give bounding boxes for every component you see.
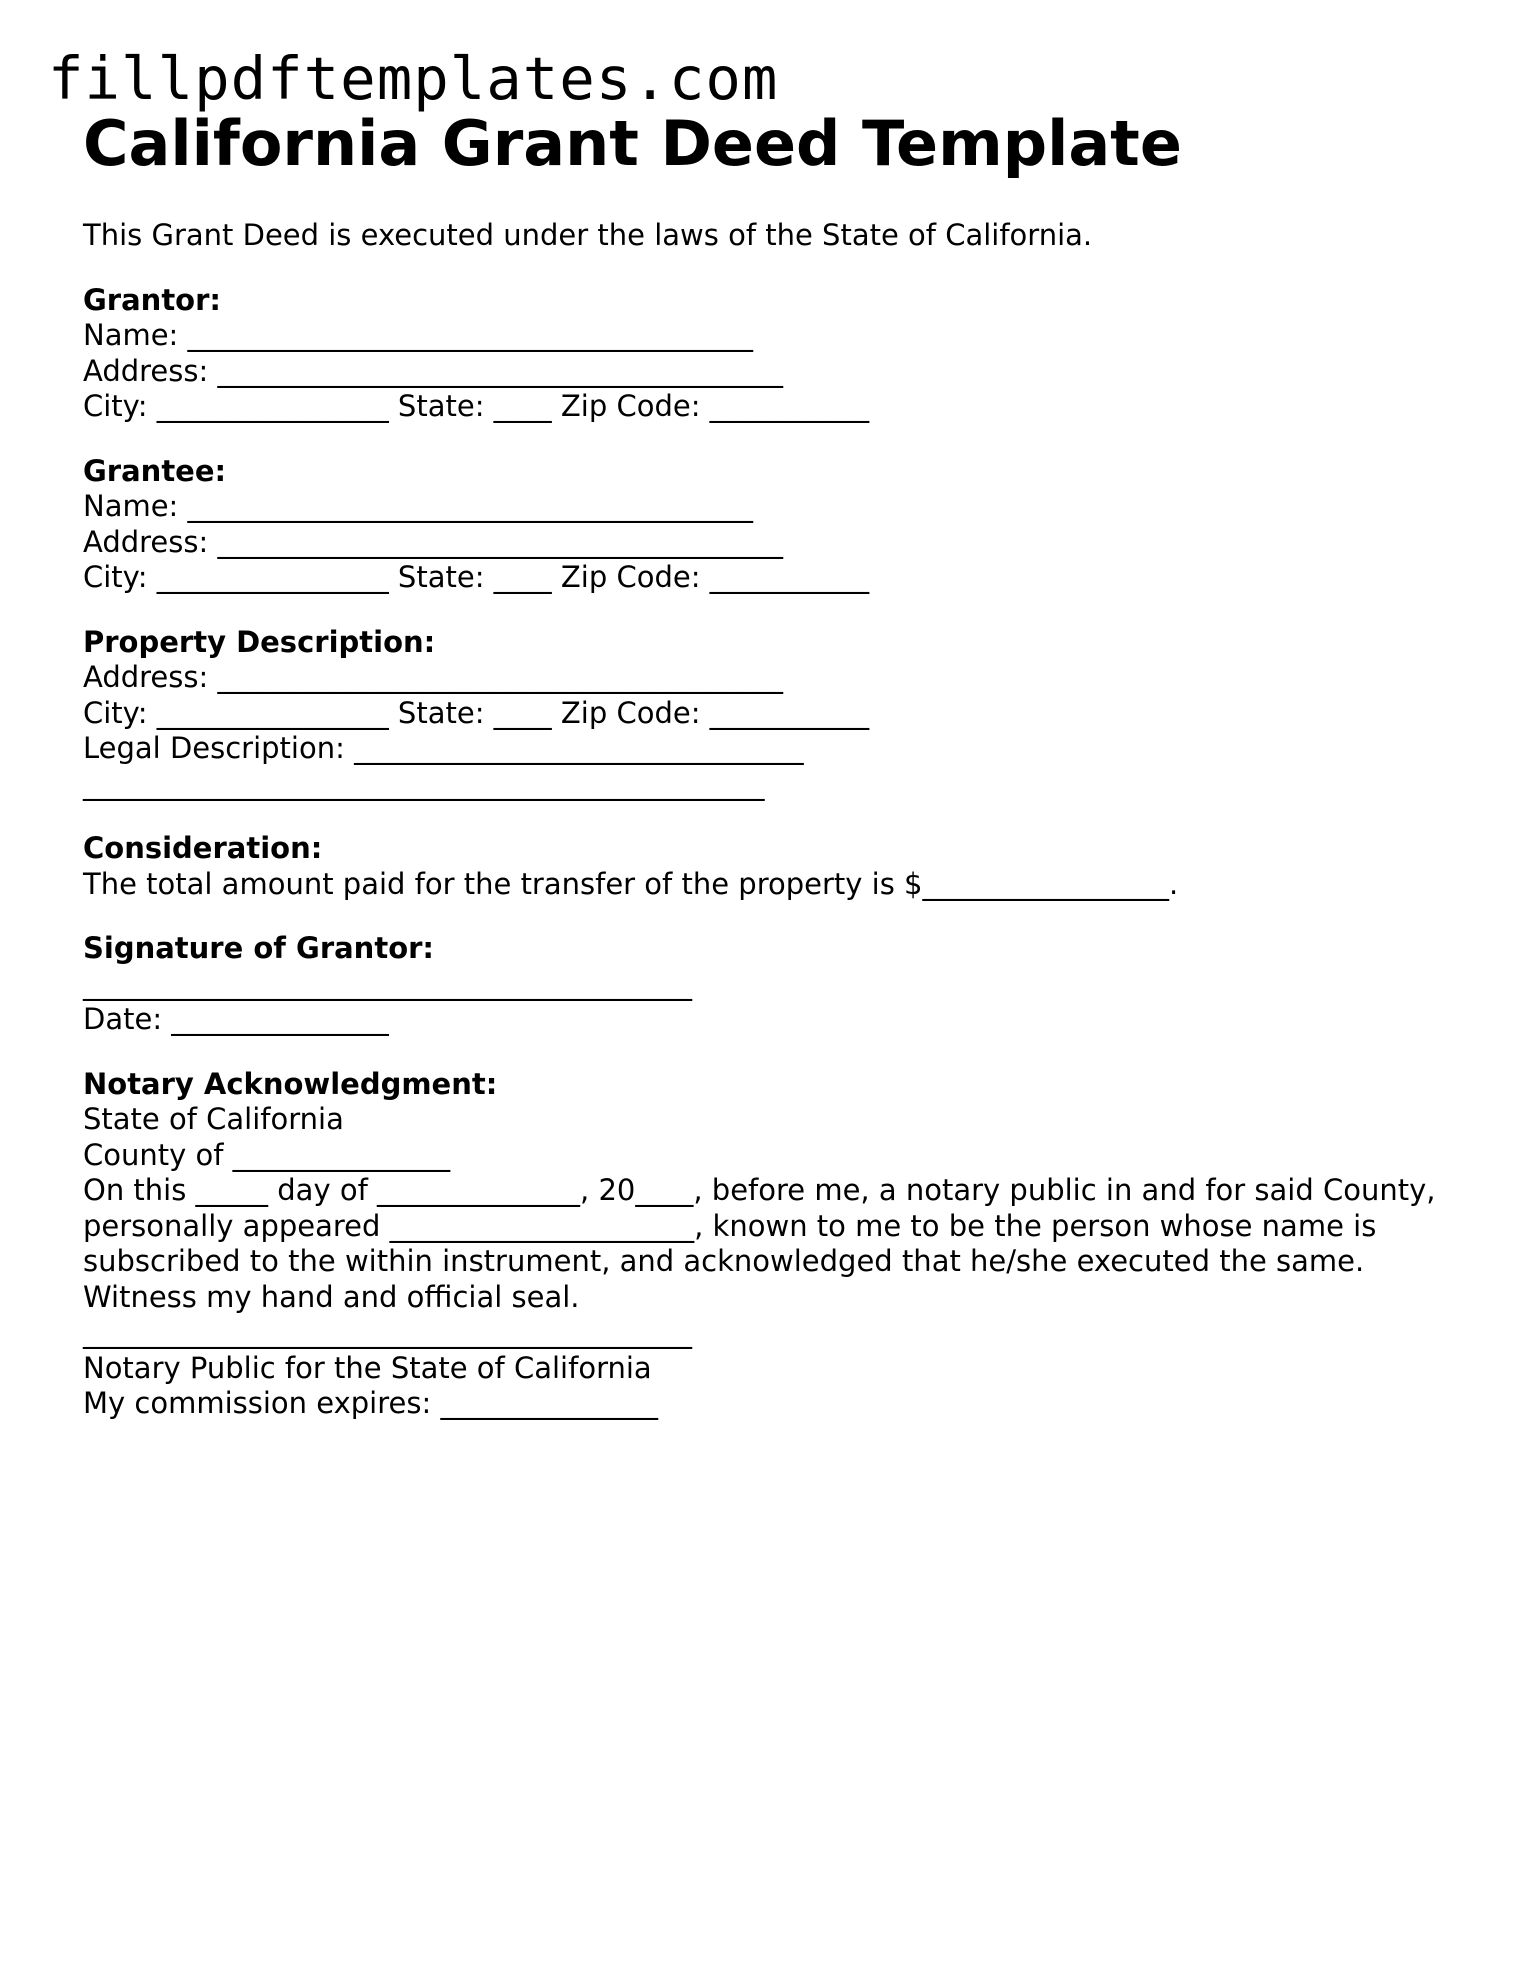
signature-heading: Signature of Grantor: bbox=[83, 931, 435, 965]
notary-witness-text: Witness my hand and official seal. bbox=[83, 1279, 580, 1314]
page-title: California Grant Deed Template bbox=[83, 107, 1182, 180]
watermark: fillpdftemplates.com bbox=[48, 44, 779, 113]
grantee-section bbox=[83, 454, 1463, 596]
notary-county-field[interactable]: County of _______________ bbox=[83, 1137, 451, 1172]
document-body bbox=[83, 218, 1463, 1451]
signature-date-field[interactable]: Date: _______________ bbox=[83, 1002, 389, 1036]
grantee-name-field[interactable]: Name: _______________________________________ bbox=[83, 489, 754, 523]
grantor-section bbox=[83, 283, 1463, 425]
grantor-city-state-zip-field[interactable]: City: ________________ State: ____ Zip Code: ___________ bbox=[83, 389, 870, 423]
property-section bbox=[83, 625, 1463, 803]
grantor-address-field[interactable]: Address: _______________________________________ bbox=[83, 353, 783, 388]
property-address-field[interactable]: Address: _______________________________________ bbox=[83, 660, 783, 694]
grantor-heading: Grantor: bbox=[83, 282, 222, 317]
notary-signature-field[interactable]: __________________________________________ bbox=[83, 1315, 692, 1349]
notary-public-text: Notary Public for the State of California bbox=[83, 1350, 652, 1385]
notary-heading: Notary Acknowledgment: bbox=[83, 1066, 498, 1101]
grantee-address-field[interactable]: Address: _______________________________________ bbox=[83, 524, 783, 559]
signature-section bbox=[83, 931, 1463, 1038]
legal-description-field[interactable]: Legal Description: _______________________________ bbox=[83, 731, 804, 765]
notary-section bbox=[83, 1067, 1463, 1422]
property-heading: Property Description: bbox=[83, 624, 436, 659]
property-city-state-zip-field[interactable]: City: ________________ State: ____ Zip Code: ___________ bbox=[83, 695, 870, 730]
consideration-section bbox=[83, 831, 1463, 902]
consideration-amount-field[interactable]: The total amount paid for the transfer of the property is $_________________. bbox=[83, 866, 1179, 901]
grantor-name-field[interactable]: Name: _______________________________________ bbox=[83, 318, 754, 352]
legal-description-continuation-field[interactable]: _______________________________________________ bbox=[83, 766, 765, 801]
commission-expires-field[interactable]: My commission expires: _______________ bbox=[83, 1386, 658, 1420]
grantor-signature-field[interactable]: __________________________________________ bbox=[83, 966, 692, 1001]
notary-state-text: State of California bbox=[83, 1102, 344, 1136]
grantee-heading: Grantee: bbox=[83, 453, 227, 488]
intro-text: This Grant Deed is executed under the laws of the State of California. bbox=[83, 218, 1093, 252]
consideration-heading: Consideration: bbox=[83, 831, 323, 865]
grantee-city-state-zip-field[interactable]: City: ________________ State: ____ Zip Code: ___________ bbox=[83, 560, 870, 594]
notary-acknowledgment-paragraph[interactable]: On this _____ day of ______________, 20____, before me, a notary public in and for said County, personally appeared _____________________, known to me to be the person whose name is subscribed to the within instrument, and acknowledged that he/she executed the same. bbox=[83, 1173, 1436, 1278]
